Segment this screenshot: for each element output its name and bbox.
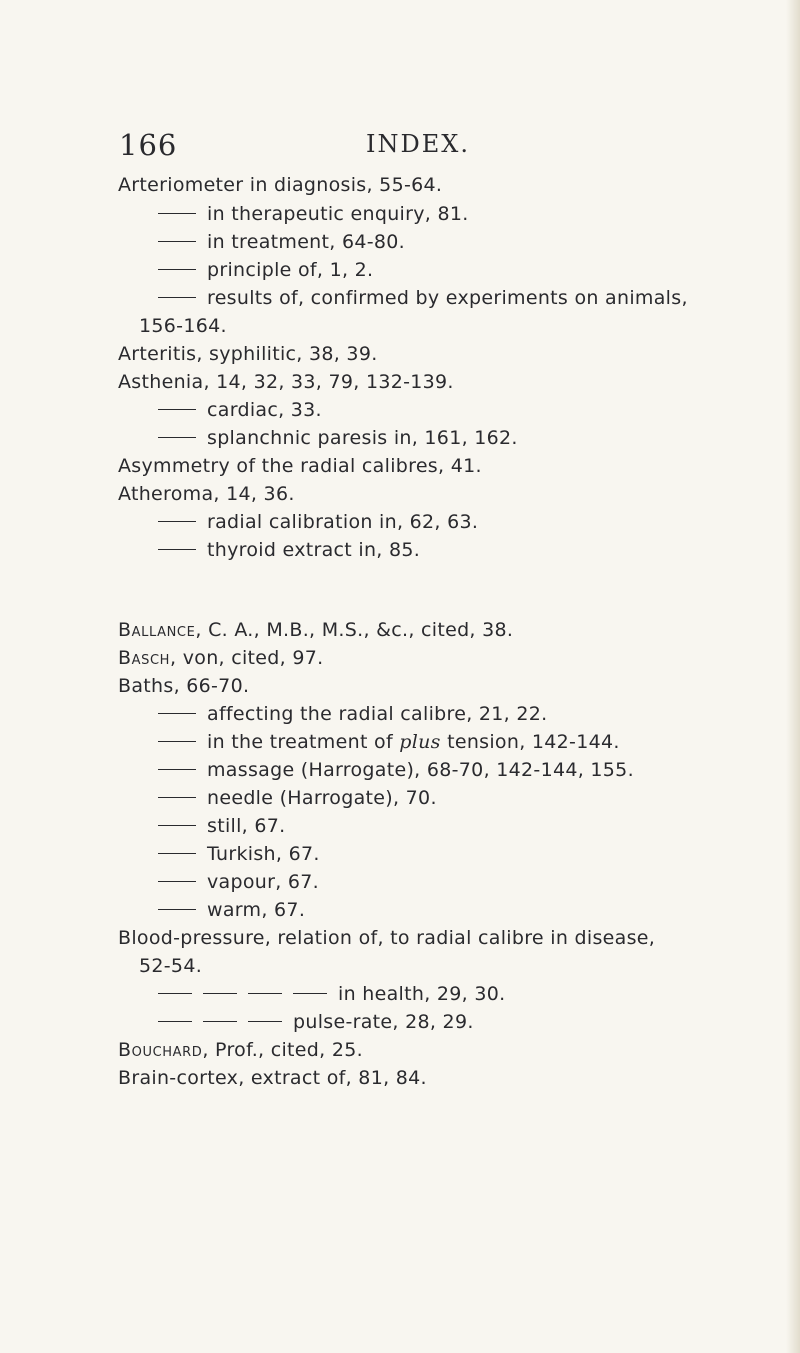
index-subentry (158, 812, 285, 840)
index-subentry (158, 868, 319, 896)
ditto-dash (158, 713, 196, 714)
entry-text: warm, 67. (207, 899, 306, 921)
index-subentry (158, 784, 437, 812)
ditto-dash (158, 213, 196, 214)
ditto-dash (158, 741, 196, 742)
ditto-dash (158, 297, 196, 298)
entry-text: affecting the radial calibre, 21, 22. (207, 703, 548, 725)
entry-text: Arteriometer in diagnosis, 55-64. (118, 174, 443, 196)
entry-text: results of, confirmed by experiments on animals, (207, 287, 688, 309)
entry-text: cardiac, 33. (207, 399, 322, 421)
entry-text: , C. A., M.B., M.S., &c., cited, 38. (195, 619, 514, 641)
index-subentry (158, 284, 688, 312)
italic-term: plus (399, 731, 441, 753)
index-subentry (158, 980, 505, 1008)
ditto-dash (158, 521, 196, 522)
index-subentry (158, 756, 634, 784)
entry-text: in the treatment of (207, 731, 400, 753)
ditto-dash (293, 993, 327, 994)
author-name: Ballance (118, 619, 196, 641)
ditto-dash (158, 881, 196, 882)
ditto-dash-group (158, 980, 338, 1008)
page-number: 166 (119, 128, 178, 162)
entry-text: needle (Harrogate), 70. (207, 787, 437, 809)
ditto-dash-group (158, 1008, 293, 1036)
entry-text: in health, 29, 30. (338, 983, 506, 1005)
ditto-dash (158, 825, 196, 826)
index-subentry (158, 200, 469, 228)
author-name: Basch (118, 647, 171, 669)
entry-continuation (139, 312, 227, 340)
entry-text: massage (Harrogate), 68-70, 142-144, 155. (207, 759, 634, 781)
ditto-dash (158, 909, 196, 910)
entry-text: Atheroma, 14, 36. (118, 483, 295, 505)
entry-text: principle of, 1, 2. (207, 259, 374, 281)
ditto-dash (248, 993, 282, 994)
ditto-dash (158, 437, 196, 438)
entry-text: thyroid extract in, 85. (207, 539, 421, 561)
index-entry (118, 452, 482, 480)
entry-text: Arteritis, syphilitic, 38, 39. (118, 343, 378, 365)
ditto-dash (158, 797, 196, 798)
entry-text: splanchnic paresis in, 161, 162. (207, 427, 518, 449)
entry-text: Turkish, 67. (207, 843, 320, 865)
entry-text: Asymmetry of the radial calibres, 41. (118, 455, 482, 477)
index-subentry (158, 424, 518, 452)
entry-text: Asthenia, 14, 32, 33, 79, 132-139. (118, 371, 454, 393)
entry-text: 156-164. (139, 315, 227, 337)
ditto-dash (158, 241, 196, 242)
index-subentry (158, 840, 320, 868)
entry-text: pulse-rate, 28, 29. (293, 1011, 474, 1033)
index-subentry (158, 396, 322, 424)
index-entry (118, 616, 513, 644)
ditto-dash (158, 769, 196, 770)
entry-text: vapour, 67. (207, 871, 320, 893)
index-entry (118, 1064, 427, 1092)
entry-text: Blood-pressure, relation of, to radial calibre in disease, (118, 927, 656, 949)
entry-text: 52-54. (139, 955, 203, 977)
entry-text: in treatment, 64-80. (207, 231, 406, 253)
ditto-dash (158, 853, 196, 854)
index-subentry (158, 700, 547, 728)
page-header (0, 128, 800, 168)
entry-text: Brain-cortex, extract of, 81, 84. (118, 1067, 427, 1089)
ditto-dash (158, 549, 196, 550)
ditto-dash (158, 269, 196, 270)
index-subentry (158, 256, 373, 284)
index-subentry (158, 536, 420, 564)
entry-text: , von, cited, 97. (170, 647, 324, 669)
ditto-dash (203, 1021, 237, 1022)
index-entry (118, 480, 295, 508)
ditto-dash (158, 409, 196, 410)
index-entry (118, 368, 454, 396)
index-subentry (158, 228, 405, 256)
ditto-dash (203, 993, 237, 994)
ditto-dash (248, 1021, 282, 1022)
page-edge-shadow (786, 0, 800, 1353)
entry-text: Baths, 66-70. (118, 675, 250, 697)
index-subentry (158, 1008, 474, 1036)
index-entry (118, 924, 655, 952)
entry-text: tension, 142-144. (440, 731, 620, 753)
page-title: INDEX. (366, 130, 470, 158)
entry-text: , Prof., cited, 25. (202, 1039, 363, 1061)
entry-continuation (139, 952, 202, 980)
index-subentry (158, 728, 620, 756)
index-entry (118, 340, 378, 368)
index-entry (118, 644, 323, 672)
entry-text: still, 67. (207, 815, 286, 837)
entry-text: in therapeutic enquiry, 81. (207, 203, 469, 225)
index-entry (118, 171, 442, 199)
author-name: Bouchard (118, 1039, 203, 1061)
index-subentry (158, 508, 478, 536)
index-entry (118, 672, 249, 700)
ditto-dash (158, 993, 192, 994)
index-entry (118, 1036, 363, 1064)
ditto-dash (158, 1021, 192, 1022)
index-subentry (158, 896, 305, 924)
entry-text: radial calibration in, 62, 63. (207, 511, 479, 533)
